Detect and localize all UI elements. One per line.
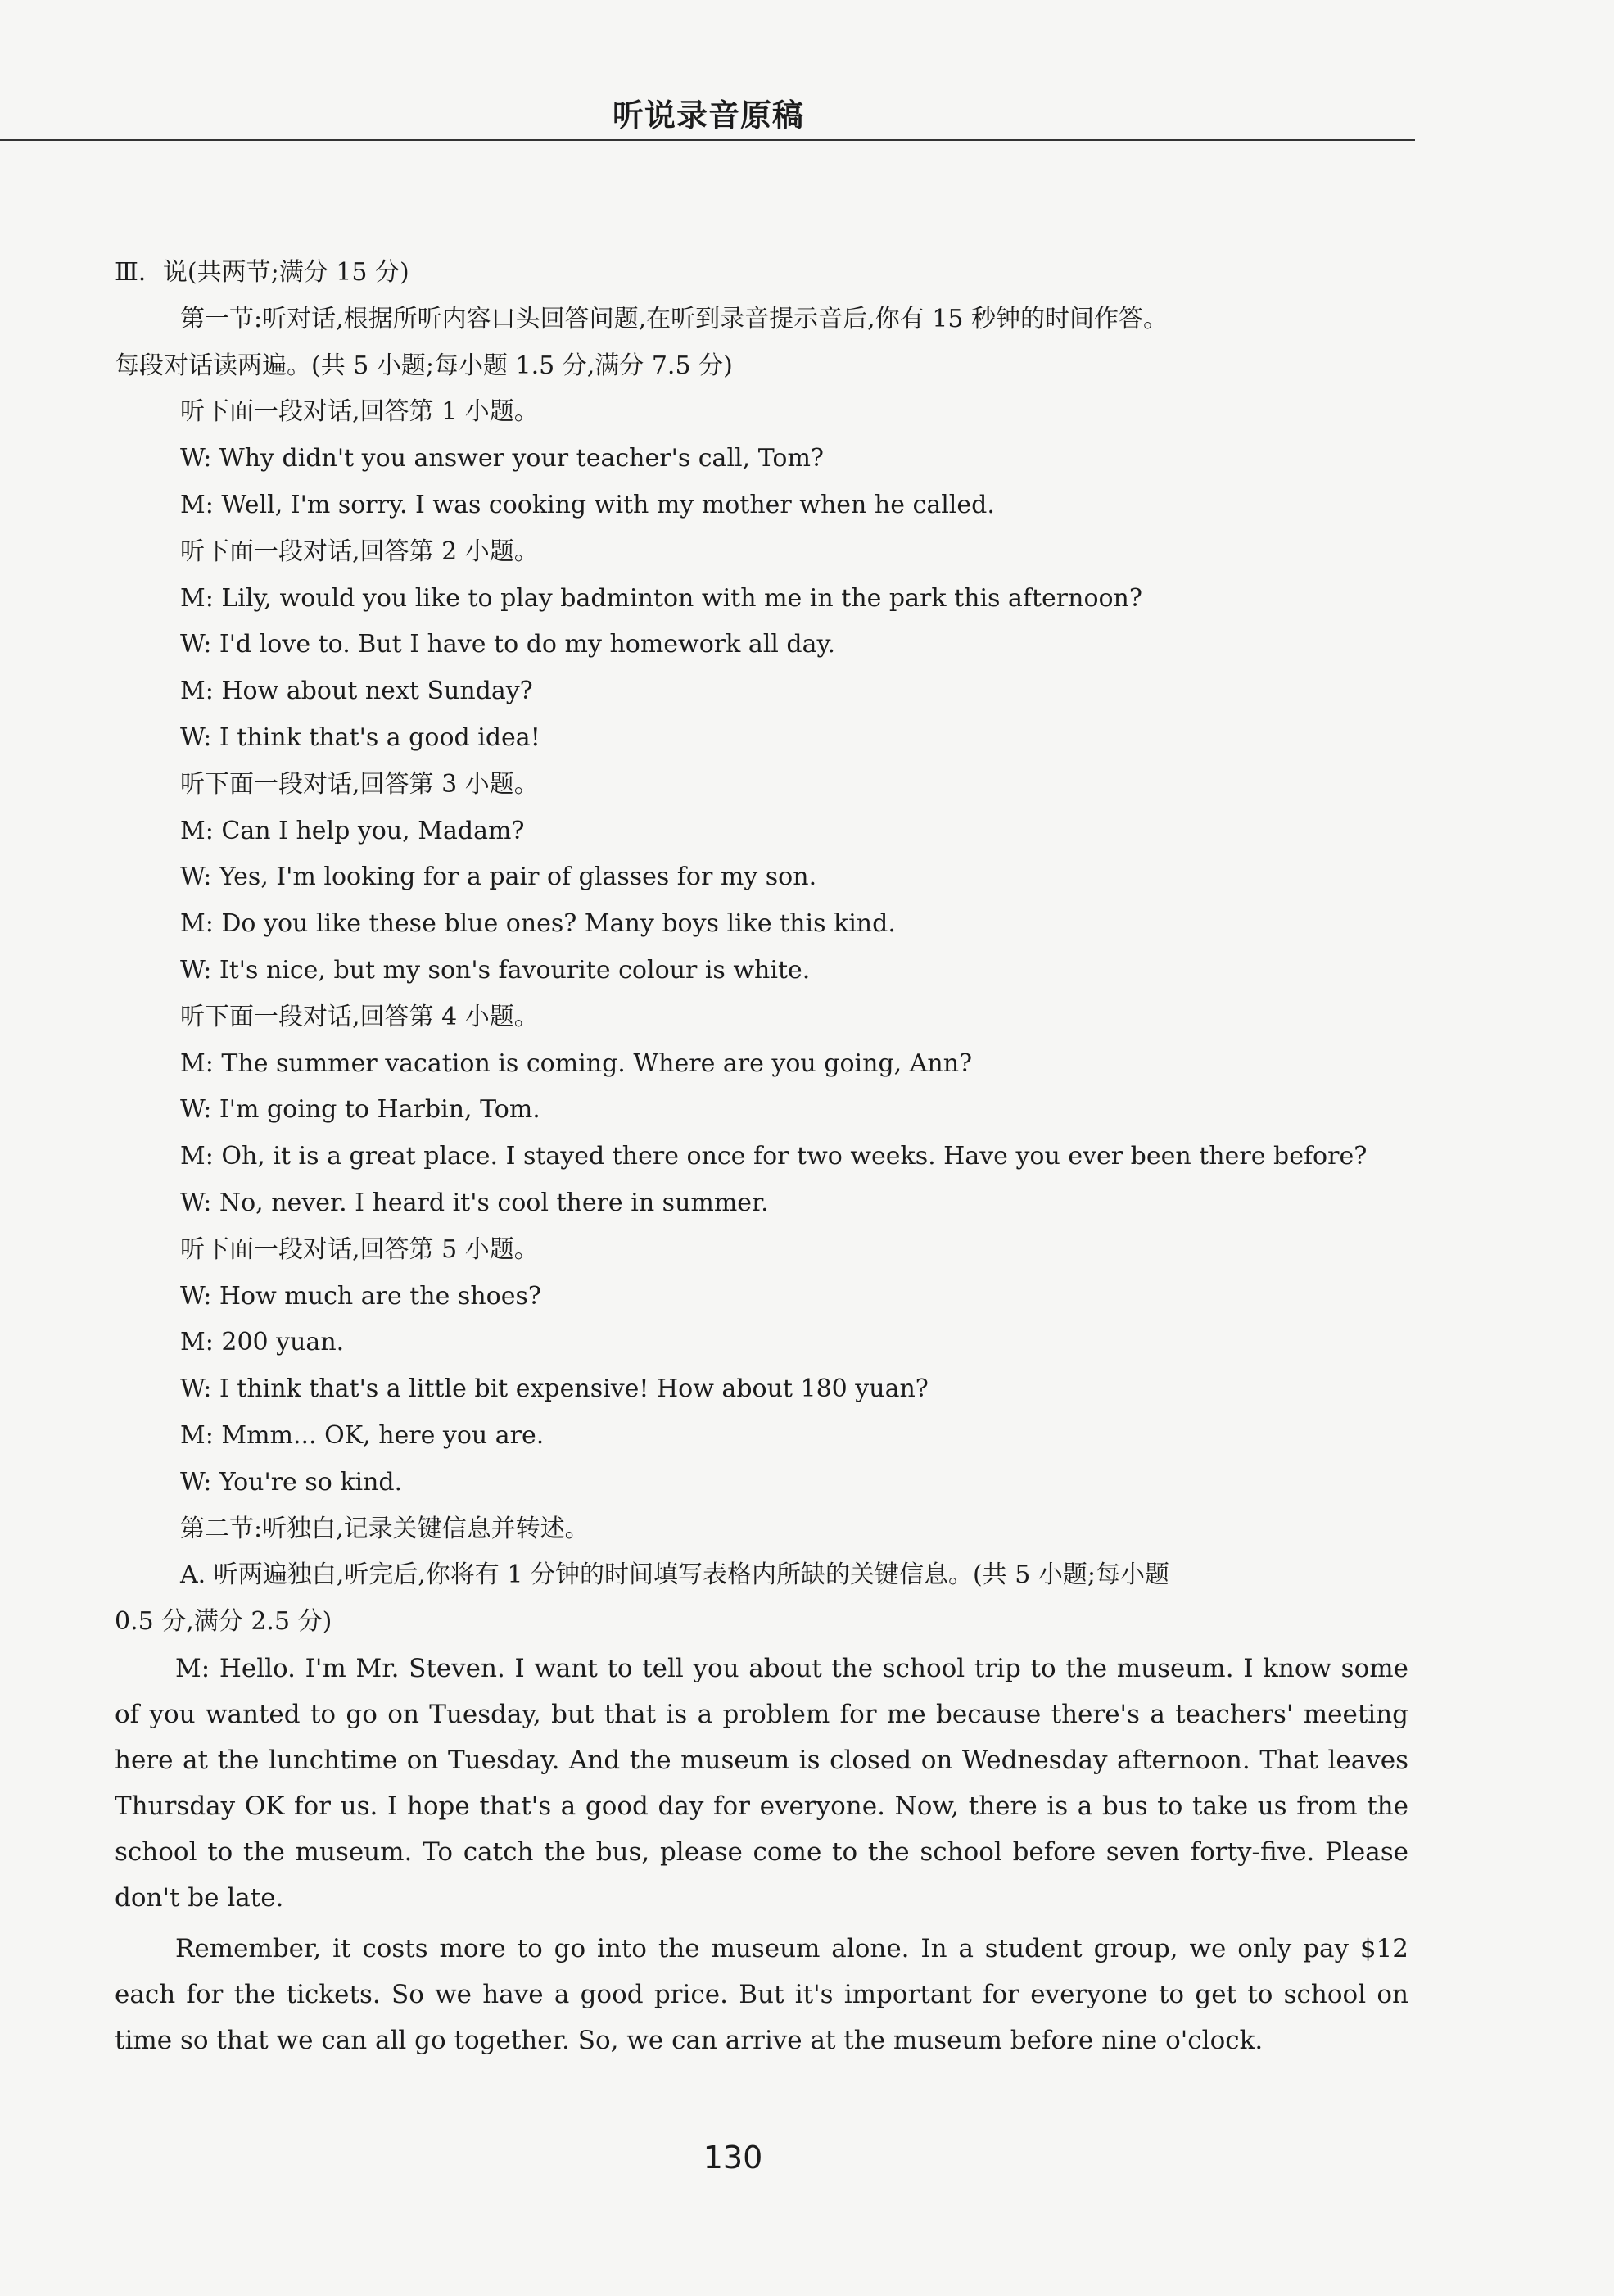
dialogue-line: M: How about next Sunday? [180,677,533,706]
dialogue-line: M: The summer vacation is coming. Where are you going, Ann? [180,1048,973,1078]
dialogue-line: M: 200 yuan. [180,1328,345,1357]
dialogue-line: M: Oh, it is a great place. I stayed there once for two weeks. Have you ever been there before? [180,1142,1368,1171]
dialogue-intro: 听下面一段对话,回答第 1 小题。 [180,397,539,427]
part1-instruction-line2: 每段对话读两遍。(共 5 小题;每小题 1.5 分,满分 7.5 分) [115,351,733,380]
dialogue-line: W: How much are the shoes? [180,1281,541,1311]
header-rule [0,139,1415,141]
dialogue-line: W: Yes, I'm looking for a pair of glasses for my son. [180,863,817,892]
dialogue-line: W: Why didn't you answer your teacher's call, Tom? [180,444,824,473]
dialogue-intro: 听下面一段对话,回答第 4 小题。 [180,1002,539,1031]
part2-heading: 第二节:听独白,记录关键信息并转述。 [180,1514,590,1543]
page-header-title: 听说录音原稿 [612,97,804,134]
part2-instructionA-line1: A. 听两遍独白,听完后,你将有 1 分钟的时间填写表格内所缺的关键信息。(共 5 小题;每小题 [180,1560,1169,1590]
dialogue-line: M: Do you like these blue ones? Many boys like this kind. [180,909,896,939]
dialogue-line: M: Well, I'm sorry. I was cooking with my mother when he called. [180,490,995,519]
dialogue-line: W: It's nice, but my son's favourite colour is white. [180,955,811,985]
dialogue-intro: 听下面一段对话,回答第 2 小题。 [180,537,539,566]
monologue-paragraph-2: Remember, it costs more to go into the museum alone. In a student group, we only pay $12 each for the tickets. So we have a good price. But it's important for everyone to get to school on time so that we can all go together. So, we can arrive at the museum before nine o'clock. [115,1933,1408,2055]
page-number: 130 [703,2140,763,2176]
document-body [115,250,1408,2063]
dialogue-intro: 听下面一段对话,回答第 3 小题。 [180,769,539,799]
part1-instruction-line1: 第一节:听对话,根据所听内容口头回答问题,在听到录音提示音后,你有 15 秒钟的时间作答。 [180,304,1168,333]
dialogue-line: W: No, never. I heard it's cool there in summer. [180,1188,769,1217]
dialogue-line: M: Lily, would you like to play badminton with me in the park this afternoon? [180,583,1142,613]
dialogue-line: W: I'm going to Harbin, Tom. [180,1095,540,1125]
dialogue-intro: 听下面一段对话,回答第 5 小题。 [180,1234,539,1264]
dialogue-line: W: You're so kind. [180,1467,403,1497]
dialogue-line: W: I think that's a little bit expensive! How about 180 yuan? [180,1374,929,1404]
section-heading: Ⅲ．说(共两节;满分 15 分) [115,258,409,287]
monologue-paragraph-1: M: Hello. I'm Mr. Steven. I want to tell you about the school trip to the museum. I know some of you wanted to go on Tuesday, but that is a problem for me because there's a teachers' meeting here at the lunchtime on Tuesday. And the museum is closed on Wednesday afternoon. That leaves Thursday OK for us. I hope that's a good day for everyone. Now, there is a bus to take us from the school to the museum. To catch the bus, please come to the school before seven forty-five. Please don't be late. [115,1653,1408,1913]
dialogue-line: W: I'd love to. But I have to do my homework all day. [180,630,836,659]
dialogue-line: M: Can I help you, Madam? [180,816,525,845]
dialogue-line: W: I think that's a good idea! [180,722,540,752]
dialogue-line: M: Mmm... OK, here you are. [180,1420,545,1450]
part2-instructionA-line2: 0.5 分,满分 2.5 分) [115,1607,332,1637]
